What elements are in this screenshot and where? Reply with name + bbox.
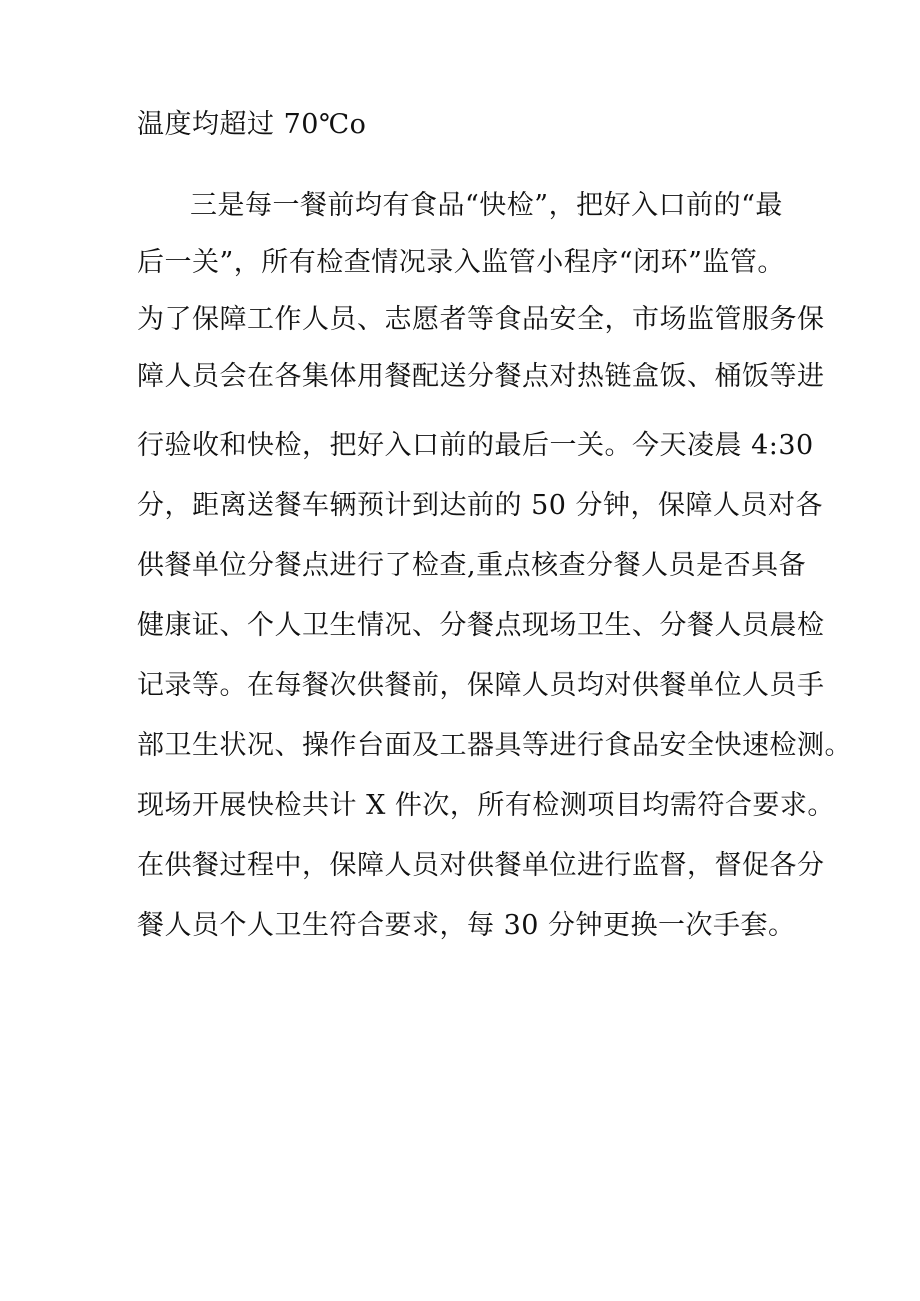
text-line: 为了保障工作人员、志愿者等食品安全，市场监管服务保 bbox=[137, 304, 825, 335]
text-line: 供餐单位分餐点进行了检查,重点核查分餐人员是否具备 bbox=[137, 550, 807, 581]
text-line: 障人员会在各集体用餐配送分餐点对热链盒饭、桶饭等进 bbox=[137, 361, 825, 392]
text-line: 记录等。在每餐次供餐前，保障人员均对供餐单位人员手 bbox=[137, 670, 825, 701]
text-line: 部卫生状况、操作台面及工器具等进行食品安全快速检测。 bbox=[137, 730, 852, 761]
paragraph-first-line: 三是每一餐前均有食品“快检”，把好入口前的“最 bbox=[190, 190, 783, 221]
text-line: 现场开展快检共计 X 件次，所有检测项目均需符合要求。 bbox=[137, 790, 835, 821]
text-line: 健康证、个人卫生情况、分餐点现场卫生、分餐人员晨检 bbox=[137, 610, 825, 641]
text-line: 后一关”，所有检查情况录入监管小程序“闭环”监管。 bbox=[137, 247, 785, 278]
text-line: 温度均超过 70℃o bbox=[137, 109, 367, 140]
text-line: 在供餐过程中，保障人员对供餐单位进行监督，督促各分 bbox=[137, 850, 825, 881]
text-line: 行验收和快检，把好入口前的最后一关。今天凌晨 4:30 bbox=[137, 430, 814, 461]
text-line: 餐人员个人卫生符合要求，每 30 分钟更换一次手套。 bbox=[137, 910, 796, 941]
text-line: 分，距离送餐车辆预计到达前的 50 分钟，保障人员对各 bbox=[137, 490, 824, 521]
